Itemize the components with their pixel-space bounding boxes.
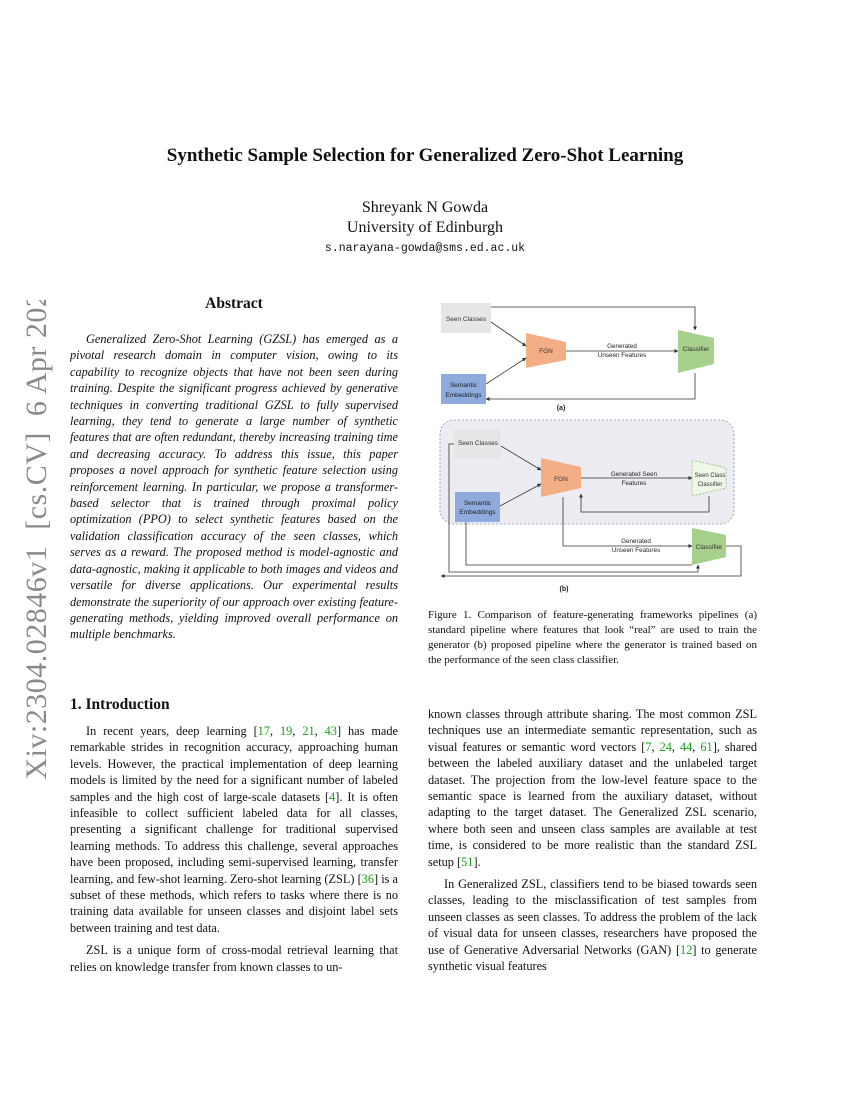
abstract-text: Generalized Zero-Shot Learning (GZSL) has emerged as a pivotal research domain in computer vision, owing to its capability to recognize objects that have not been seen during training. Despite the significant progress achieved by generative techniques in converting traditional GZSL to fully supervised learning, they tend to generate a large number of synthetic features that are often redundant, thereby increasing training time and decreasing accuracy. To address this issue, this paper proposes a novel approach for synthetic feature selection using reinforcement learning. In particular, we propose a transformer-based selector that is trained through proximal policy optimization (PPO) to select synthetic features based on the validation classification accuracy of the seen classes, which serves as a reward. The proposed method is model-agnostic and data-agnostic, making it applicable to both images and videos and versatile for diverse applications. Our experimental results demonstrate the superiority of our approach over existing feature-generating methods, yielding improved overall performance on multiple benchmarks. [70, 332, 398, 642]
citation-link[interactable]: 51 [461, 854, 474, 869]
a-arrow-seen-top [491, 307, 695, 330]
b-generated-unseen-label-2: Unseen Features [611, 547, 661, 554]
b-panel-label: (b) [559, 586, 569, 593]
intro-paragraph-3: known classes through attribute sharing. The most common ZSL techniques use an intermediate semantic representation, such as visual features or semantic word vectors [7, 24, 44, 61], shared between the labeled auxiliary dataset and the unlabeled target dataset. The projection from the low-level feature space to the semantic space is learned from the auxiliary dataset, without adapting to the target dataset. The Generalized ZSL scenario, where both seen and unseen class samples are available at test time, is considered to be more realistic than the standard ZSL setup [51]. [428, 707, 757, 869]
b-generated-seen-label-2: Features [621, 480, 647, 487]
section-heading-introduction: 1. Introduction [70, 696, 170, 713]
a-semantic-box [441, 374, 486, 404]
arxiv-stamp-text: arXiv:2304.02846v1 [cs.CV] 6 Apr 2023 [20, 300, 53, 780]
a-classifier-label: Classifier [682, 346, 710, 353]
b-arrow-sem-outer [466, 522, 692, 565]
figure-1 [436, 300, 756, 600]
citation-link[interactable]: 12 [680, 942, 693, 957]
intro-paragraph-4: In Generalized ZSL, classifiers tend to be biased towards seen classes, leading to the misclassification of test samples from unseen classes as seen classes. To address the problem of the lack of visual data for unseen classes, researchers have proposed the use of Generative Adversarial Networks (GAN) [12] to generate synthetic visual features [428, 877, 757, 974]
b-fgn-label: FGN [554, 476, 568, 483]
b-generated-seen-label-1: Generated Seen [610, 471, 658, 478]
b-generated-unseen-label-1: Generated [621, 538, 651, 545]
a-semantic-label-1: Semantic [449, 382, 478, 389]
a-seen-classes-label: Seen Classes [445, 316, 487, 323]
b-semantic-label-1: Semantic [463, 500, 492, 507]
author-name: Shreyank N Gowda [361, 199, 489, 216]
citation-link[interactable]: 44 [679, 739, 693, 754]
left-column-body [70, 723, 398, 981]
a-semantic-label-2: Embeddings [445, 392, 482, 399]
author-affiliation: University of Edinburgh [346, 219, 504, 236]
citation-link[interactable]: 7 [645, 739, 652, 754]
abstract-heading: Abstract [205, 295, 263, 312]
b-seen-class-classifier-label-1: Seen Class [694, 473, 726, 479]
a-arrow-seen-to-fgn [491, 322, 526, 346]
citation-link[interactable]: 4 [329, 789, 336, 804]
a-generated-label-2: Unseen Features [597, 352, 647, 359]
a-arrow-sem-to-fgn [486, 358, 526, 384]
citation-link[interactable]: 61 [700, 739, 713, 754]
b-semantic-box [455, 492, 500, 522]
a-panel-label: (a) [556, 405, 566, 412]
paper-title: Synthetic Sample Selection for Generalized Zero-Shot Learning [166, 145, 684, 166]
intro-paragraph-1: In recent years, deep learning [17, 19, 21, 43] has made remarkable strides in recognition accuracy, approaching human levels. However, the practical implementation of deep learning models is limited by the need for a significant number of labeled samples and the high cost of large-scale datasets [4]. It is often infeasible to collect sufficient labeled data for all classes, presenting a significant challenge for traditional supervised learning methods. To address this challenge, several approaches have been proposed, including semi-supervised learning, transfer learning, and few-shot learning. Zero-shot learning (ZSL) [36] is a subset of these methods, which refers to tasks where there is no training data available for unseen classes and disjoint label sets between training and test data. [70, 724, 398, 935]
citation-link[interactable]: 36 [361, 871, 374, 886]
citation-link[interactable]: 43 [324, 724, 337, 738]
citation-link[interactable]: 17 [257, 724, 270, 738]
citation-link[interactable]: 24 [659, 739, 672, 754]
citation-link[interactable]: 21 [302, 724, 315, 738]
author-email[interactable]: s.narayana-gowda@sms.ed.ac.uk [324, 242, 526, 255]
right-column-body [428, 706, 757, 981]
citation-link[interactable]: 19 [280, 724, 293, 738]
b-seen-class-classifier-label-2: Classifier [697, 482, 723, 488]
b-seen-classes-label: Seen Classes [457, 440, 499, 447]
figure-1-caption: Figure 1. Comparison of feature-generating frameworks pipelines (a) standard pipeline where features that look “real” are used to train the generator (b) proposed pipeline where the generator is trained based on the performance of the seen class classifier. [428, 609, 757, 666]
arxiv-stamp [8, 300, 64, 780]
intro-paragraph-2: ZSL is a unique form of cross-modal retrieval learning that relies on knowledge transfer from known classes to un- [70, 943, 398, 974]
b-classifier-label: Classifier [695, 544, 723, 551]
a-arrow-feedback [486, 373, 695, 399]
a-generated-label-1: Generated [607, 343, 637, 350]
b-semantic-label-2: Embeddings [459, 509, 496, 516]
a-fgn-label: FGN [539, 348, 553, 355]
